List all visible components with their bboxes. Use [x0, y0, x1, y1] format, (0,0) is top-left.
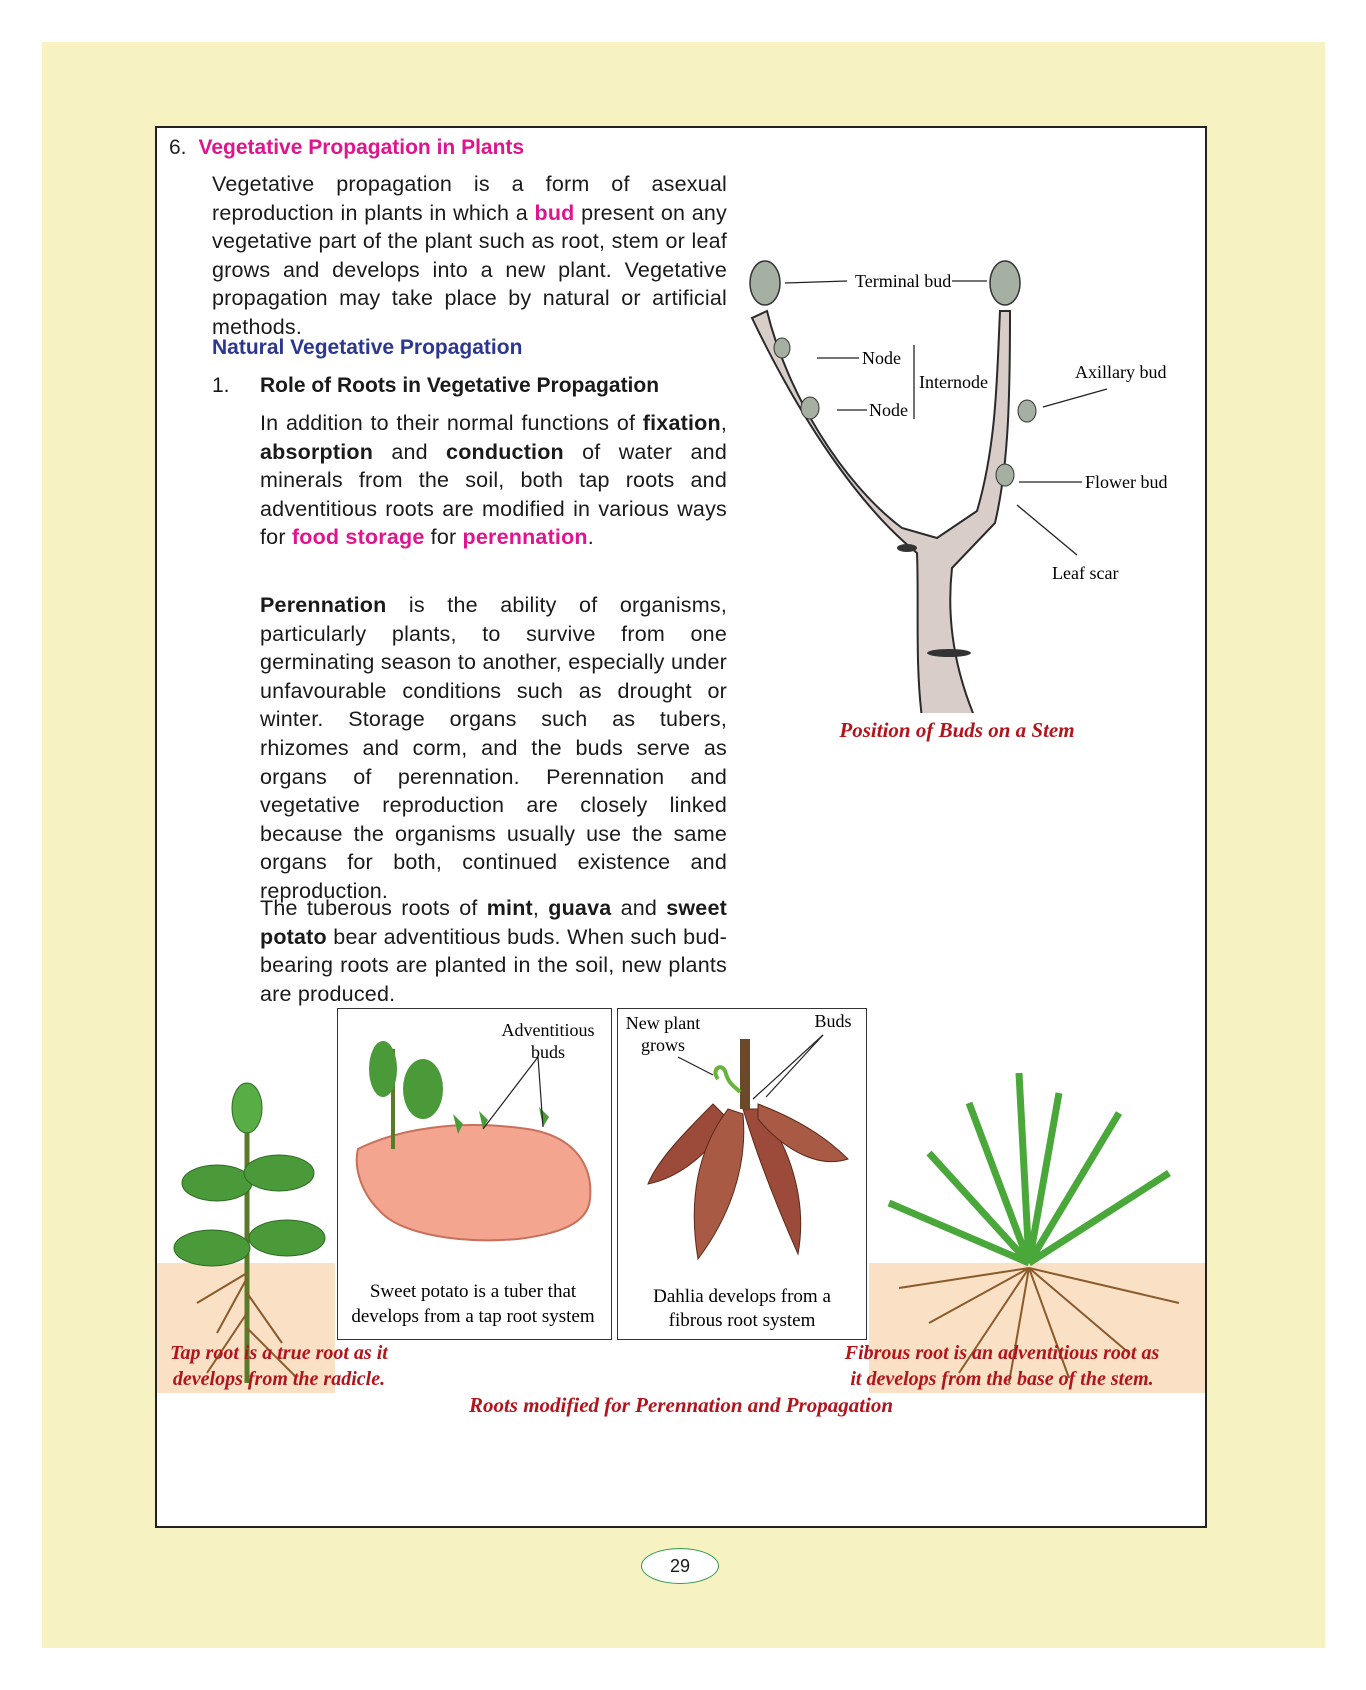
label-internode: Internode — [919, 372, 988, 392]
leaf-icon — [174, 1230, 250, 1266]
label-grows: grows — [641, 1035, 685, 1055]
section-number: 6. — [169, 136, 187, 159]
label-new-plant: New plant — [625, 1013, 701, 1033]
stem-caption: Position of Buds on a Stem — [839, 718, 1075, 742]
fibrous-root-caption: Fibrous root is an adventitious root as it develops from the base of the stem. — [844, 1342, 1160, 1390]
paragraph-tuberous-roots: The tuberous roots of mint, guava and sweet potato bear adventitious buds. When such bud-bearing roots are planted in the soil, new plants are produced. — [260, 896, 727, 1006]
label-leaf-scar: Leaf scar — [1052, 563, 1119, 583]
sweet-potato-caption-2: develops from a tap root system — [351, 1306, 595, 1327]
leaf-icon — [244, 1155, 314, 1191]
stem-diagram — [747, 193, 1167, 713]
leaf-icon — [369, 1041, 397, 1097]
new-plant-icon — [715, 1067, 740, 1092]
page-number: 29 — [641, 1548, 719, 1584]
label-terminal-bud: Terminal bud — [855, 271, 952, 291]
node-bud-icon — [774, 338, 790, 358]
section-heading — [169, 136, 524, 160]
term-bud: bud — [534, 200, 575, 225]
label-axillary-bud: Axillary bud — [1075, 362, 1167, 382]
section-title: Vegetative Propagation in Plants — [198, 136, 525, 159]
dahlia-caption-2: fibrous root system — [668, 1310, 816, 1331]
roots-main-caption: Roots modified for Perennation and Propagation — [468, 1393, 894, 1417]
flower-bud-icon — [996, 464, 1014, 486]
label-node-2: Node — [869, 400, 908, 420]
dahlia-panel — [617, 1008, 867, 1340]
leaf-scar-band — [897, 544, 917, 552]
item-title: Role of Roots in Vegetative Propagation — [260, 374, 660, 397]
intro-paragraph: Vegetative propagation is a form of asexual reproduction in plants in which a bud present on any vegetative part of the plant such as root, stem or leaf grows and develops into a new plant. Vegetative propagation may take place by natural or artificial methods. — [212, 172, 727, 339]
leaf-icon — [249, 1220, 325, 1256]
label-adventitious: Adventitious — [501, 1020, 595, 1040]
sweet-potato-caption-1: Sweet potato is a tuber that — [369, 1281, 577, 1302]
dahlia-stem — [740, 1039, 750, 1109]
terminal-bud-right-icon — [990, 261, 1020, 305]
node-bud-icon — [801, 397, 819, 419]
label-node-1: Node — [862, 348, 901, 368]
leaf-icon — [403, 1059, 443, 1119]
paragraph-perennation: Perennation is the ability of organisms, particularly plants, to survive from one germinating season to another, especially under unfavourable conditions such as drought or winter. Storage organs such as tubers, rhizomes and corm, and the buds serve as organs of perennation. Perennation and vegetative reproduction are closely linked because the organisms usually use the same organs for both, continued existence and reproduction. — [260, 593, 727, 903]
dahlia-caption-1: Dahlia develops from a — [653, 1286, 831, 1307]
bark-band — [927, 649, 971, 657]
terminal-bud-left-icon — [750, 261, 780, 305]
label-buds: buds — [530, 1042, 566, 1062]
leaf-icon — [232, 1083, 262, 1133]
axillary-bud-icon — [1018, 400, 1036, 422]
grass-leaves — [889, 1073, 1169, 1263]
paragraph-functions: In addition to their normal functions of fixation, absorption and conduction of water and minerals from the soil, both tap roots and adventitious roots are modified in various ways for food storage for perennation. — [260, 411, 727, 550]
content-frame — [155, 126, 1207, 1528]
subheading-natural: Natural Vegetative Propagation — [212, 336, 523, 359]
label-dahlia-buds: Buds — [814, 1011, 852, 1031]
label-flower-bud: Flower bud — [1085, 472, 1167, 492]
leaf-icon — [182, 1165, 252, 1201]
arrow-terminal-left — [785, 281, 847, 283]
item-heading — [212, 374, 659, 398]
tap-root-caption: Tap root is a true root as it develops from the radicle. — [170, 1342, 388, 1390]
sweet-potato-panel — [337, 1008, 612, 1340]
item-number: 1. — [212, 374, 230, 397]
